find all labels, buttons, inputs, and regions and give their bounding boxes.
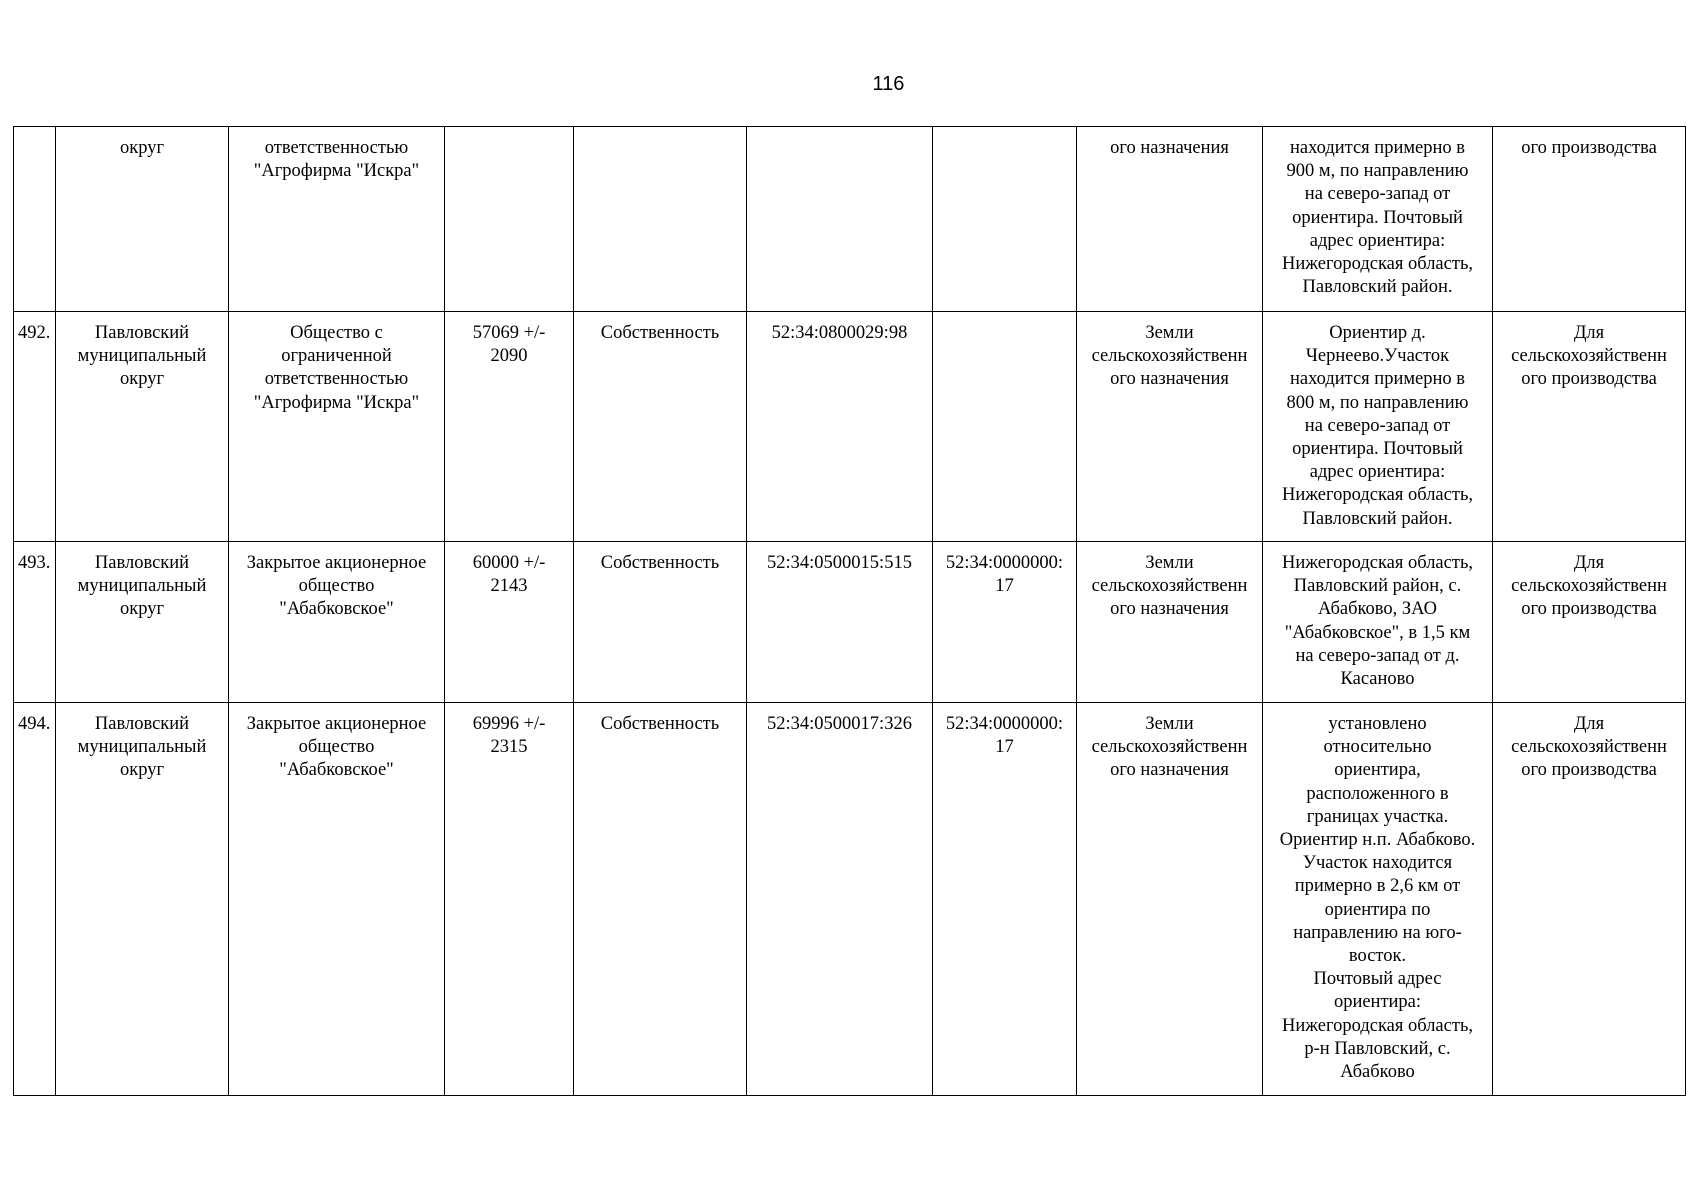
- owner-cell: Закрытое акционерное общество "Абабковское": [229, 703, 445, 1096]
- permitted-use-cell: Для сельскохозяйственн ого производства: [1493, 542, 1686, 703]
- land-category-cell: Земли сельскохозяйственн ого назначения: [1077, 542, 1263, 703]
- area-cell: 60000 +/- 2143: [445, 542, 574, 703]
- parent-cadastral-number-cell: 52:34:0000000: 17: [933, 703, 1077, 1096]
- permitted-use-cell: Для сельскохозяйственн ого производства: [1493, 312, 1686, 542]
- table-row: [14, 542, 1686, 703]
- row-number-cell: 492.: [14, 312, 56, 542]
- parent-cadastral-number-cell: [933, 312, 1077, 542]
- district-cell: Павловский муниципальный округ: [56, 312, 229, 542]
- area-cell: [445, 127, 574, 312]
- land-registry-table: [13, 126, 1686, 1096]
- district-cell: Павловский муниципальный округ: [56, 542, 229, 703]
- cadastral-number-cell: [747, 127, 933, 312]
- parent-cadastral-number-cell: [933, 127, 1077, 312]
- row-number-cell: 494.: [14, 703, 56, 1096]
- land-category-cell: ого назначения: [1077, 127, 1263, 312]
- page-number: 116: [872, 73, 905, 95]
- owner-cell: Закрытое акционерное общество "Абабковское": [229, 542, 445, 703]
- location-cell: Ориентир д. Чернеево.Участок находится примерно в 800 м, по направлению на северо-запад от ориентира. Почтовый адрес ориентира: Нижегородская область, Павловский район.: [1263, 312, 1493, 542]
- row-number-cell: 493.: [14, 542, 56, 703]
- location-cell: Нижегородская область, Павловский район, с. Абабково, ЗАО "Абабковское", в 1,5 км на северо-запад от д. Касаново: [1263, 542, 1493, 703]
- right-type-cell: Собственность: [574, 703, 747, 1096]
- cadastral-number-cell: 52:34:0500015:515: [747, 542, 933, 703]
- area-cell: 57069 +/- 2090: [445, 312, 574, 542]
- parent-cadastral-number-cell: 52:34:0000000: 17: [933, 542, 1077, 703]
- area-cell: 69996 +/- 2315: [445, 703, 574, 1096]
- right-type-cell: [574, 127, 747, 312]
- right-type-cell: Собственность: [574, 542, 747, 703]
- table-row: [14, 127, 1686, 312]
- land-category-cell: Земли сельскохозяйственн ого назначения: [1077, 312, 1263, 542]
- permitted-use-cell: Для сельскохозяйственн ого производства: [1493, 703, 1686, 1096]
- location-cell: установлено относительно ориентира, расположенного в границах участка. Ориентир н.п. Абабково. Участок находится примерно в 2,6 км от ориентира по направлению на юго- восток. Почтовый адрес ориентира: Нижегородская область, р-н Павловский, с. Абабково: [1263, 703, 1493, 1096]
- right-type-cell: Собственность: [574, 312, 747, 542]
- owner-cell: ответственностью "Агрофирма "Искра": [229, 127, 445, 312]
- district-cell: округ: [56, 127, 229, 312]
- row-number-cell: [14, 127, 56, 312]
- district-cell: Павловский муниципальный округ: [56, 703, 229, 1096]
- table-row: [14, 312, 1686, 542]
- cadastral-number-cell: 52:34:0500017:326: [747, 703, 933, 1096]
- permitted-use-cell: ого производства: [1493, 127, 1686, 312]
- owner-cell: Общество с ограниченной ответственностью "Агрофирма "Искра": [229, 312, 445, 542]
- cadastral-number-cell: 52:34:0800029:98: [747, 312, 933, 542]
- table-row: [14, 703, 1686, 1096]
- land-category-cell: Земли сельскохозяйственн ого назначения: [1077, 703, 1263, 1096]
- location-cell: находится примерно в 900 м, по направлению на северо-запад от ориентира. Почтовый адрес ориентира: Нижегородская область, Павловский район.: [1263, 127, 1493, 312]
